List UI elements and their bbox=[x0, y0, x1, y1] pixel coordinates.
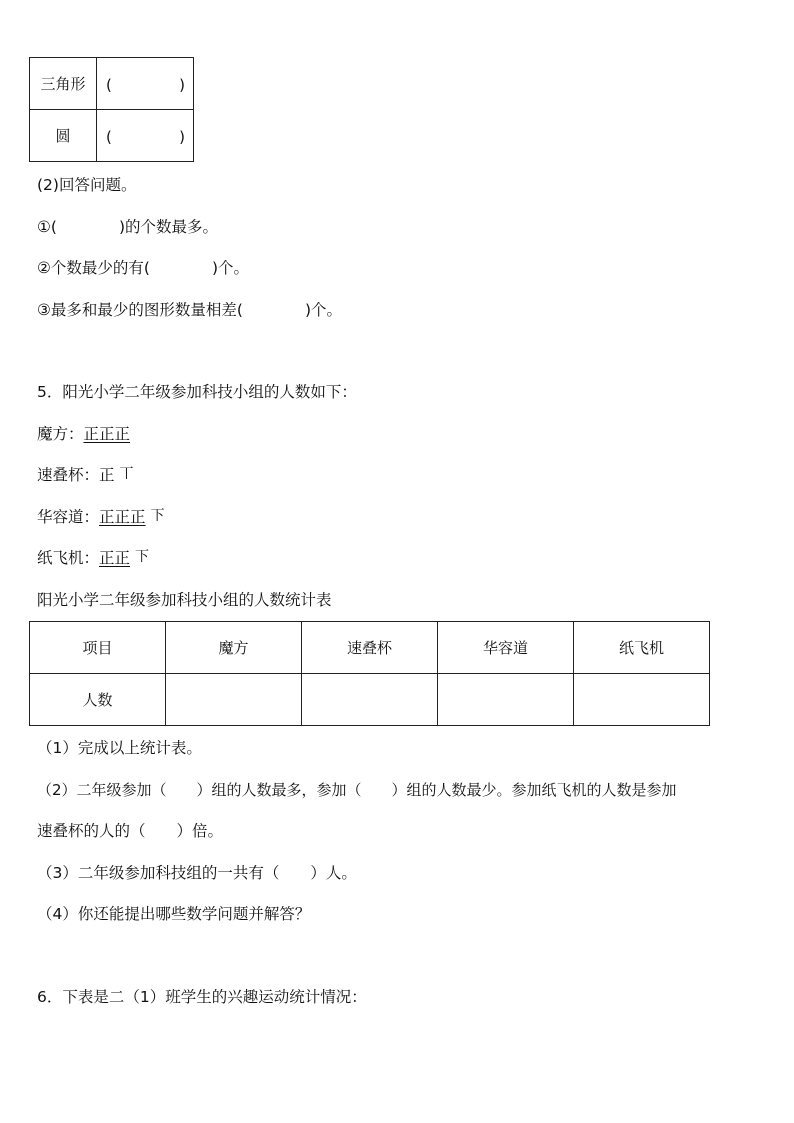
stat-table bbox=[29, 621, 710, 726]
tally-label: 速叠杯： bbox=[37, 466, 100, 484]
table-header-row bbox=[30, 622, 710, 674]
tally-extra: 丅 bbox=[119, 466, 134, 482]
open-paren: ( bbox=[106, 128, 112, 146]
q4-part2-question-c: ③最多和最少的图形数量相差( )个。 bbox=[37, 301, 342, 319]
header-speed-stack: 速叠杯 bbox=[302, 622, 438, 674]
tally-row-klotski bbox=[37, 510, 164, 526]
q5-sub1: （1）完成以上统计表。 bbox=[37, 739, 202, 757]
stat-table-title: 阳光小学二年级参加科技小组的人数统计表 bbox=[37, 591, 332, 609]
tally-extra: 下 bbox=[150, 508, 165, 524]
row-label-count: 人数 bbox=[30, 674, 166, 726]
tally-label: 纸飞机： bbox=[37, 549, 100, 567]
q4-part2-question-b: ②个数最少的有( )个。 bbox=[37, 259, 249, 277]
tally-extra: 下 bbox=[134, 549, 149, 565]
close-paren: ) bbox=[179, 128, 185, 146]
answer-cell-klotski[interactable] bbox=[438, 674, 574, 726]
q4-part2-heading: (2)回答问题。 bbox=[37, 176, 137, 194]
q5-sub4: （4）你还能提出哪些数学问题并解答？ bbox=[37, 905, 311, 923]
q4-part2-question-a: ①( )的个数最多。 bbox=[37, 218, 218, 236]
q5-sub2-line2: 速叠杯的人的（ ）倍。 bbox=[37, 822, 224, 840]
q6-title: 6．下表是二（1）班学生的兴趣运动统计情况： bbox=[37, 988, 367, 1006]
table-row bbox=[30, 674, 710, 726]
header-klotski: 华容道 bbox=[438, 622, 574, 674]
header-magic-cube: 魔方 bbox=[166, 622, 302, 674]
answer-cell-magic-cube[interactable] bbox=[166, 674, 302, 726]
q5-sub3: （3）二年级参加科技组的一共有（ ）人。 bbox=[37, 864, 357, 882]
tally-marks: 正正正 bbox=[83, 425, 131, 443]
answer-cell-speed-stack[interactable] bbox=[302, 674, 438, 726]
header-item: 项目 bbox=[30, 622, 166, 674]
row-label-circle: 圆 bbox=[30, 110, 97, 162]
tally-row-magic-cube bbox=[37, 427, 130, 443]
tally-row-paper-plane bbox=[37, 551, 149, 567]
tally-label: 华容道： bbox=[37, 508, 100, 526]
q5-title: 5．阳光小学二年级参加科技小组的人数如下： bbox=[37, 383, 357, 401]
answer-cell-paper-plane[interactable] bbox=[574, 674, 710, 726]
shape-count-table bbox=[29, 57, 194, 162]
row-label-triangle: 三角形 bbox=[30, 58, 97, 110]
answer-cell-triangle[interactable] bbox=[97, 58, 194, 110]
answer-cell-circle[interactable] bbox=[97, 110, 194, 162]
close-paren: ) bbox=[179, 76, 185, 94]
header-paper-plane: 纸飞机 bbox=[574, 622, 710, 674]
tally-row-speed-stack bbox=[37, 468, 133, 484]
table-row bbox=[30, 110, 194, 162]
tally-marks: 正正正 bbox=[99, 508, 146, 526]
table-row bbox=[30, 58, 194, 110]
tally-marks: 正正 bbox=[99, 549, 131, 567]
tally-label: 魔方： bbox=[37, 425, 84, 443]
open-paren: ( bbox=[106, 76, 112, 94]
tally-marks: 正 bbox=[99, 466, 115, 484]
q5-sub2-line1: （2）二年级参加（ ）组的人数最多，参加（ ）组的人数最少。参加纸飞机的人数是参加 bbox=[37, 781, 677, 799]
